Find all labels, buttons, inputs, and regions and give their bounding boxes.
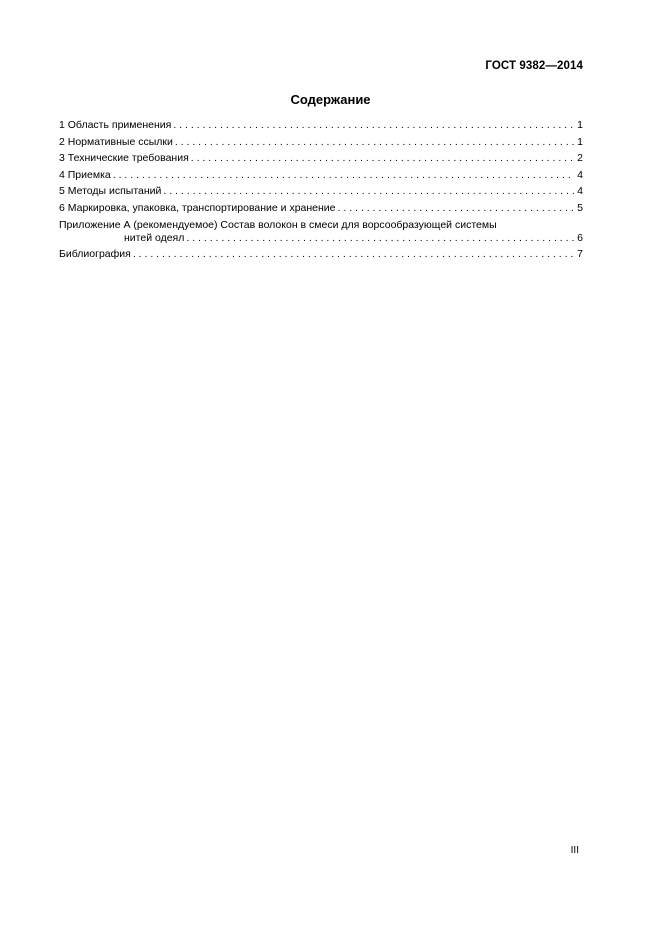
toc-entry-normative-references[interactable] [59,136,583,149]
dot-leader [184,232,574,245]
dot-leader [189,152,574,165]
table-of-contents [59,119,583,265]
toc-entry-page: 1 [577,119,583,131]
dot-leader [336,202,575,215]
toc-entry-label: 2 Нормативные ссылки [59,135,173,148]
toc-entry-label: 5 Методы испытаний [59,185,162,198]
toc-entry-bibliography[interactable] [59,248,583,261]
toc-entry-page: 7 [577,248,583,261]
toc-entry-page: 6 [577,231,583,244]
toc-entry-label: 4 Приемка [59,168,111,181]
toc-entry-appendix-a[interactable] [59,219,583,245]
dot-leader [111,169,574,182]
toc-entry-page: 5 [577,201,583,214]
toc-entry-marking-packaging[interactable] [59,202,583,215]
toc-entry-scope[interactable] [59,119,583,132]
toc-entry-label: Библиография [59,248,131,261]
toc-entry-label-line2: нитей одеял [124,231,185,244]
toc-entry-label: 6 Маркировка, упаковка, транспортирование и хранение [59,201,336,214]
toc-entry-technical-requirements[interactable] [59,152,583,165]
standard-code: ГОСТ 9382—2014 [485,60,583,72]
toc-entry-test-methods[interactable] [59,185,583,198]
toc-entry-page: 4 [577,185,583,198]
dot-leader [171,119,574,132]
dot-leader [173,136,574,149]
toc-entry-page: 2 [577,152,583,165]
dot-leader [161,185,574,198]
toc-title: Содержание [290,92,371,107]
toc-entry-page: 1 [577,135,583,148]
toc-entry-label-line1: Приложение А (рекомендуемое) Состав волокон в смеси для ворсообразующей системы [59,218,497,231]
toc-entry-acceptance[interactable] [59,169,583,182]
toc-entry-label: 3 Технические требования [59,152,189,165]
toc-entry-page: 4 [577,168,583,181]
page-number: III [570,845,579,856]
toc-entry-label: 1 Область применения [59,119,172,131]
dot-leader [131,248,574,261]
